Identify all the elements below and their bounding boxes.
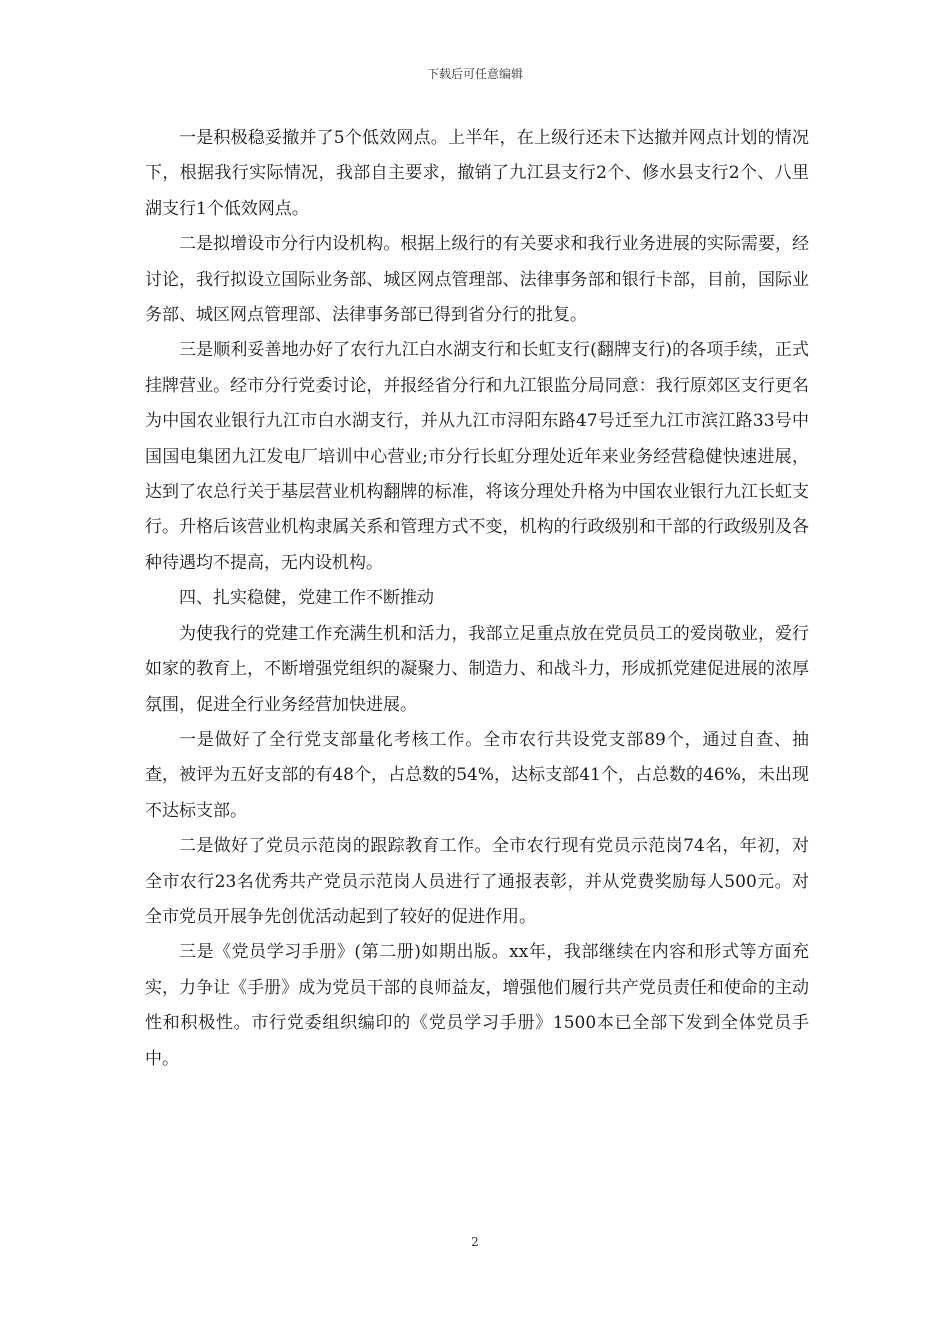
paragraph-branch-upgrade: 三是顺利妥善地办好了农行九江白水湖支行和长虹支行(翻牌支行)的各项手续，正式挂牌营业。经市分行党委讨论，并报经省分行和九江银监分局同意：我行原郊区支行更名为中国农业银行九江市白水湖支行，并从九江市浔阳东路47号迁至九江市滨江路33号中国国电集团九江发电厂培训中心营业;市分行长虹分理处近年来业务经营稳健快速进展，达到了农总行关于基层营业机构翻牌的标准，将该分理处升格为中国农业银行九江长虹支行。升格后该营业机构隶属关系和管理方式不变，机构的行政级别和干部的行政级别及各种待遇均不提高，无内设机构。: [145, 340, 809, 573]
page-number: 2: [471, 1235, 479, 1249]
paragraph-merge-branches: 一是积极稳妥撤并了5个低效网点。上半年，在上级行还未下达撤并网点计划的情况下，根据我行实际情况，我部自主要求，撤销了九江县支行2个、修水县支行2个、八里湖支行1个低效网点。: [145, 128, 809, 219]
paragraph-handbook: 三是《党员学习手册》(第二册)如期出版。xx年，我部继续在内容和形式等方面充实，力争让《手册》成为党员干部的良师益友，增强他们履行共产党员责任和使命的主动性和积极性。市行党委组织编印的《党员学习手册》1500本已全部下发到全体党员手中。: [145, 942, 809, 1069]
document-body: [145, 121, 809, 1077]
paragraph-branch-assessment: 一是做好了全行党支部量化考核工作。全市农行共设党支部89个，通过自查、抽查，被评为五好支部的有48个，占总数的54%，达标支部41个，占总数的46%，未出现不达标支部。: [145, 729, 809, 821]
paragraph-model-posts: 二是做好了党员示范岗的跟踪教育工作。全市农行现有党员示范岗74名，年初，对全市农行23名优秀共产党员示范岗人员进行了通报表彰，并从党费奖励每人500元。对全市党员开展争先创优活动起到了较好的促进作用。: [145, 836, 809, 927]
section-heading-party-building: 四、扎实稳健，党建工作不断推动: [179, 588, 434, 609]
paragraph-new-departments: 二是拟增设市分行内设机构。根据上级行的有关要求和我行业务进展的实际需要，经讨论，我行拟设立国际业务部、城区网点管理部、法律事务部和银行卡部，目前，国际业务部、城区网点管理部、法律事务部已得到省分行的批复。: [145, 234, 809, 326]
page-header: 下载后可任意编辑: [426, 67, 523, 81]
paragraph-party-building-intro: 为使我行的党建工作充满生机和活力，我部立足重点放在党员员工的爱岗敬业，爱行如家的教育上，不断增强党组织的凝聚力、制造力、和战斗力，形成抓党建促进展的浓厚氛围，促进全行业务经营加快进展。: [145, 623, 809, 715]
